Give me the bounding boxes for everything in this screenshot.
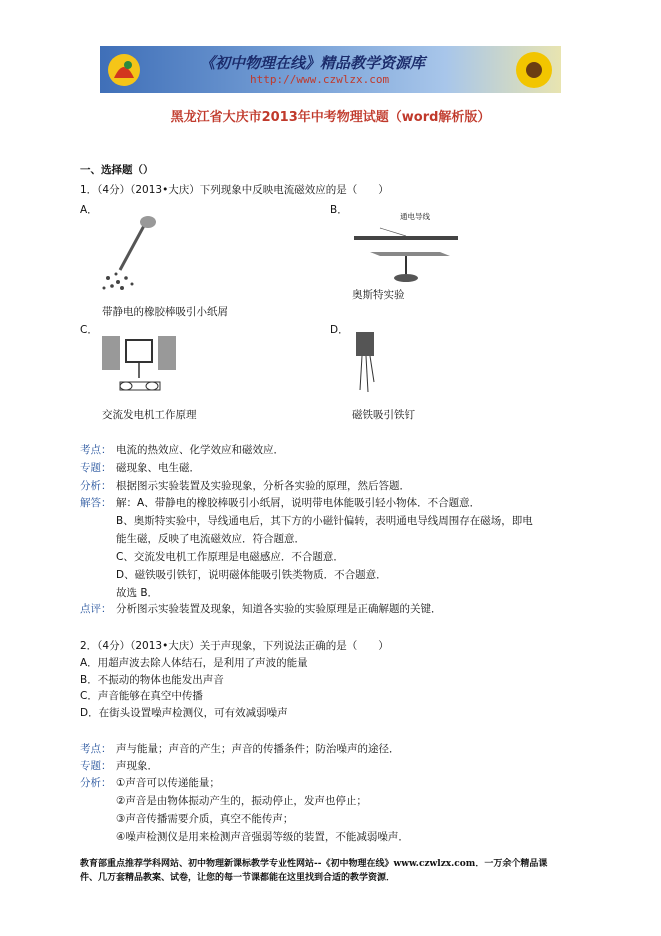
q1-kaodian-label: 考点：: [80, 444, 112, 456]
q1-jieda-line: 解：A、带静电的橡胶棒吸引小纸屑，说明带电体能吸引轻小物体．不合题意．: [116, 497, 481, 509]
q1-option-a-letter: A．: [80, 204, 98, 216]
q1-dianping-label: 点评：: [80, 603, 112, 615]
rod-attracting-paper-image: [98, 212, 178, 294]
banner-url[interactable]: http://www.czwlzx.com: [250, 73, 390, 86]
q2-option: B．不振动的物体也能发出声音: [80, 674, 224, 686]
q2-fenxi-line: ③声音传播需要介质，真空不能传声；: [116, 813, 294, 825]
q2-fenxi-line: ④噪声检测仪是用来检测声音强弱等级的装置，不能减弱噪声．: [116, 831, 409, 843]
document-title: 黑龙江省大庆市2013年中考物理试题（word解析版）: [170, 110, 491, 125]
section-heading: 一、选择题（）: [80, 164, 154, 176]
site-logo-icon: [106, 52, 142, 88]
q2-option: C．声音能够在真空中传播: [80, 690, 203, 702]
oersted-experiment-image: [350, 212, 462, 288]
q1-kaodian: 电流的热效应、化学效应和磁效应．: [116, 444, 284, 456]
banner-title: 《初中物理在线》精品教学资源库: [200, 54, 426, 72]
header-banner: [100, 46, 561, 93]
q2-fenxi-line: ①声音可以传递能量；: [116, 777, 220, 789]
q2-option: A．用超声波去除人体结石，是利用了声波的能量: [80, 657, 308, 669]
q2-option: D．在街头设置噪声检测仪，可有效减弱噪声: [80, 707, 288, 719]
q1-option-b-letter: B．: [330, 204, 348, 216]
footer-line: 件、几万套精品教案、试卷，让您的每一节课都能在这里找到合适的教学资源．: [80, 873, 396, 883]
q1-option-d-letter: D．: [330, 324, 349, 336]
q2-zhuanti: 声现象．: [116, 760, 158, 772]
q1-jieda-line: D、磁铁吸引铁钉，说明磁体能吸引铁类物质．不合题意．: [116, 569, 387, 581]
q1-fenxi: 根据图示实验装置及实验现象，分析各实验的原理，然后答题．: [116, 480, 410, 492]
q1-jieda-label: 解答：: [80, 497, 112, 509]
q1-jieda-line: 故选 B．: [116, 587, 159, 599]
q1-zhuanti: 磁现象、电生磁．: [116, 462, 200, 474]
q1-option-c-letter: C．: [80, 324, 98, 336]
q1-jieda-line: C、交流发电机工作原理是电磁感应．不合题意．: [116, 551, 344, 563]
q1-fenxi-label: 分析：: [80, 480, 112, 492]
q1-dianping: 分析图示实验装置及现象，知道各实验的实验原理是正确解题的关键．: [116, 603, 442, 615]
q1-option-c-caption: 交流发电机工作原理: [102, 409, 197, 421]
q1-option-a-caption: 带静电的橡胶棒吸引小纸屑: [102, 306, 228, 318]
sunflower-icon: [510, 48, 558, 92]
q1-stem: 1．（4分）（2013•大庆）下列现象中反映电流磁效应的是（ ）: [80, 184, 389, 196]
q2-fenxi-line: ②声音是由物体振动产生的，振动停止，发声也停止；: [116, 795, 367, 807]
q2-fenxi-label: 分析：: [80, 777, 112, 789]
q2-kaodian-label: 考点：: [80, 743, 112, 755]
wire-label: 通电导线: [400, 212, 430, 221]
footer-line: 教育部重点推荐学科网站、初中物理新课标教学专业性网站--《初中物理在线》www.czwlzx.com．一万余个精品课: [80, 859, 548, 869]
q2-stem: 2．（4分）（2013•大庆）关于声现象，下列说法正确的是（ ）: [80, 640, 389, 652]
q2-kaodian: 声与能量；声音的产生；声音的传播条件；防治噪声的途径．: [116, 743, 400, 755]
q1-option-b-caption: 奥斯特实验: [352, 289, 405, 301]
q2-zhuanti-label: 专题：: [80, 760, 112, 772]
q1-zhuanti-label: 专题：: [80, 462, 112, 474]
q1-jieda-line: 能生磁，反映了电流磁效应．符合题意．: [116, 533, 305, 545]
generator-image: [100, 330, 180, 400]
q1-option-d-caption: 磁铁吸引铁钉: [352, 409, 415, 421]
magnet-attracting-nails-image: [348, 332, 382, 396]
q1-jieda-line: B、奥斯特实验中，导线通电后，其下方的小磁针偏转，表明通电导线周围存在磁场，即电: [116, 515, 533, 527]
